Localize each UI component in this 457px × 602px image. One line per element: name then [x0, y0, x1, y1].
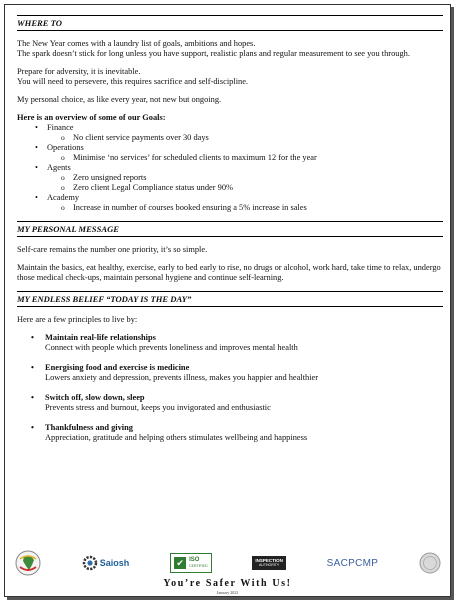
principles-intro: Here are a few principles to live by:	[17, 315, 138, 324]
adversity-line: Prepare for adversity, it is inevitable.	[17, 67, 141, 76]
principle-title: • Thankfulness and giving	[45, 423, 133, 432]
principle-desc: Lowers anxiety and depression, prevents illness, makes you happier and healthier	[45, 373, 319, 382]
principle-title: • Maintain real-life relationships	[45, 333, 156, 342]
intro-line: The New Year comes with a laundry list of goals, ambitions and hopes.	[17, 39, 256, 48]
footer-logo-row	[15, 545, 441, 581]
saiosh-text: Saiosh	[99, 558, 130, 568]
principle-desc: Connect with people which prevents loneliness and improves mental health	[45, 343, 298, 352]
iso-text: ISO	[189, 557, 200, 563]
goal-item: o Minimise ‘no services’ for scheduled clients to maximum 12 for the year	[17, 153, 443, 163]
document-page	[4, 4, 451, 597]
principle-item	[17, 423, 443, 443]
principle-title: • Energising food and exercise is medicine	[45, 363, 190, 372]
seal-logo	[419, 552, 441, 574]
paragraph	[17, 39, 443, 59]
sacpcmp-text: SACPCMP	[326, 557, 379, 569]
document-content	[17, 15, 443, 453]
goal-finance: • Finance	[17, 123, 443, 133]
iso-certified-logo	[170, 553, 211, 573]
goal-agents: • Agents	[17, 163, 443, 173]
basics-text: Maintain the basics, eat healthy, exercise, early to bed early to rise, no drugs or alcohol, work hard, take time to relax, undergo those medical check-ups, maintain personal hygiene and continue self-learning.	[17, 263, 441, 282]
inspection-sub-text: AUTHORITY	[258, 563, 280, 567]
check-icon: ✔	[174, 557, 186, 569]
self-care-text: Self-care remains the number one priority, it’s so simple.	[17, 245, 208, 254]
sacpcmp-logo	[327, 558, 379, 569]
paragraph	[17, 67, 443, 87]
section-heading-endless-belief: MY ENDLESS BELIEF “TODAY IS THE DAY”	[17, 291, 443, 307]
goals-list	[17, 123, 443, 213]
personal-choice-text: My personal choice, as like every year, not new but ongoing.	[17, 95, 222, 104]
saiosh-logo	[82, 555, 130, 571]
goals-overview-heading: Here is an overview of some of our Goals:	[17, 113, 166, 122]
africa-badge-logo	[15, 550, 41, 576]
goal-item: o Zero client Legal Compliance status under 90%	[17, 183, 443, 193]
section-heading-personal-message: MY PERSONAL MESSAGE	[17, 221, 443, 237]
persevere-line: You will need to persevere, this requires sacrifice and self-discipline.	[17, 77, 249, 86]
section-heading-where-to: WHERE TO	[17, 15, 443, 31]
document-date: January 2023	[216, 590, 239, 595]
principle-item	[17, 393, 443, 413]
inspection-authority-logo	[252, 556, 286, 570]
inspection-text: INSPECTION	[255, 558, 283, 563]
slogan: You’re Safer With Us!	[163, 578, 292, 589]
goal-item: o No client service payments over 30 days	[17, 133, 443, 143]
intro-line: The spark doesn’t stick for long unless you have support, realistic plans and regular measurement to see you through.	[17, 49, 410, 58]
principle-desc: Prevents stress and burnout, keeps you invigorated and enthusiastic	[45, 403, 271, 412]
goal-academy: • Academy	[17, 193, 443, 203]
goal-item: o Zero unsigned reports	[17, 173, 443, 183]
goal-operations: • Operations	[17, 143, 443, 153]
principle-desc: Appreciation, gratitude and helping others stimulates wellbeing and happiness	[45, 433, 308, 442]
iso-sub-text: CERTIFIED	[189, 564, 208, 568]
principle-item	[17, 363, 443, 383]
principles-list	[17, 333, 443, 443]
goal-item: o Increase in number of courses booked ensuring a 5% increase in sales	[17, 203, 443, 213]
principle-title: • Switch off, slow down, sleep	[45, 393, 145, 402]
principle-item	[17, 333, 443, 353]
